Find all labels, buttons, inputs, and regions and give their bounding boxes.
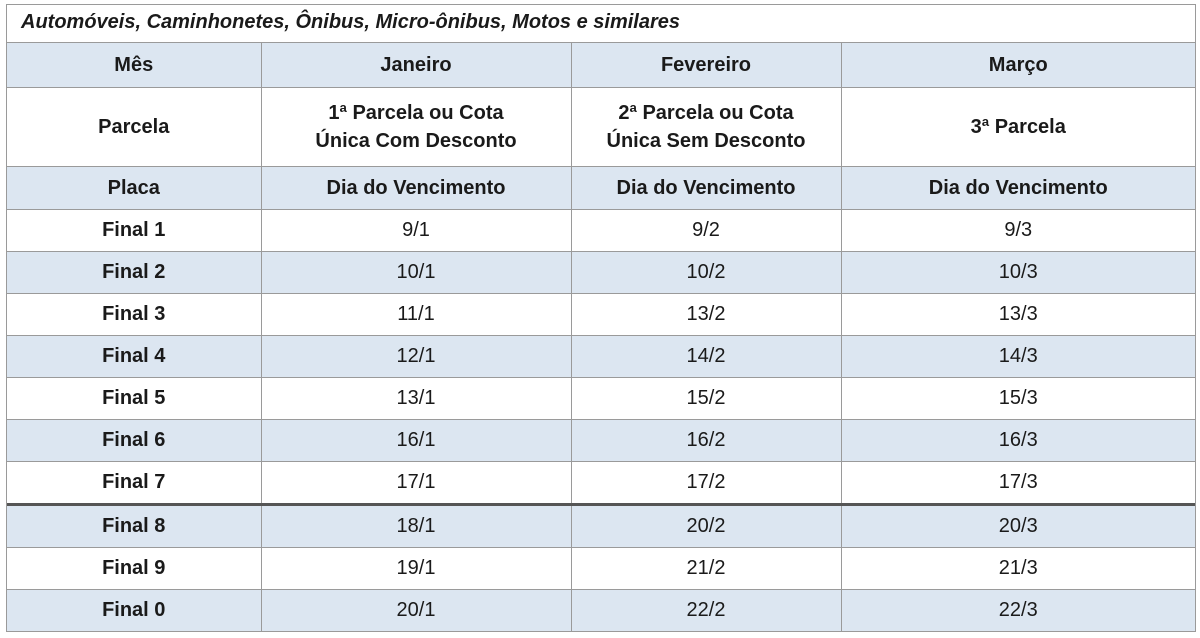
plate-final-cell: Final 8 — [7, 505, 261, 548]
due-date-mar-cell: 10/3 — [841, 252, 1195, 294]
due-date-jan-cell: 9/1 — [261, 210, 571, 252]
due-date-fev-cell: 14/2 — [571, 336, 841, 378]
due-date-jan-cell: 11/1 — [261, 294, 571, 336]
plate-final-cell: Final 4 — [7, 336, 261, 378]
table-row — [7, 252, 1195, 294]
header-parcela-3 — [841, 88, 1195, 167]
table-row — [7, 378, 1195, 420]
table-row — [7, 336, 1195, 378]
header-month-janeiro: Janeiro — [261, 43, 571, 88]
due-date-fev-cell: 16/2 — [571, 420, 841, 462]
header-row-placa — [7, 167, 1195, 210]
table-row — [7, 210, 1195, 252]
header-parcela-3-line-1: 3ª Parcela — [970, 116, 1066, 138]
table-title: Automóveis, Caminhonetes, Ônibus, Micro-ônibus, Motos e similares — [7, 5, 1195, 43]
due-date-fev-cell: 17/2 — [571, 462, 841, 505]
table-row — [7, 462, 1195, 505]
header-parcela-1-line-1: 1ª Parcela ou Cota — [328, 102, 504, 124]
due-date-jan-cell: 16/1 — [261, 420, 571, 462]
header-parcela-1-line-2: Única Com Desconto — [315, 130, 517, 152]
table-row — [7, 505, 1195, 548]
table-row — [7, 590, 1195, 632]
due-date-mar-cell: 14/3 — [841, 336, 1195, 378]
header-due-day-jan: Dia do Vencimento — [261, 167, 571, 210]
due-date-mar-cell: 9/3 — [841, 210, 1195, 252]
due-date-jan-cell: 20/1 — [261, 590, 571, 632]
due-date-jan-cell: 17/1 — [261, 462, 571, 505]
due-date-mar-cell: 16/3 — [841, 420, 1195, 462]
due-date-table — [7, 43, 1195, 631]
due-date-mar-cell: 13/3 — [841, 294, 1195, 336]
due-date-fev-cell: 13/2 — [571, 294, 841, 336]
due-date-mar-cell: 22/3 — [841, 590, 1195, 632]
plate-final-cell: Final 3 — [7, 294, 261, 336]
header-row-parcela — [7, 88, 1195, 167]
header-parcela-2 — [571, 88, 841, 167]
header-parcela-2-line-1: 2ª Parcela ou Cota — [618, 102, 794, 124]
header-mes-label: Mês — [7, 43, 261, 88]
header-row-mes — [7, 43, 1195, 88]
due-date-fev-cell: 21/2 — [571, 548, 841, 590]
due-date-mar-cell: 21/3 — [841, 548, 1195, 590]
schedule-table-frame — [6, 4, 1196, 632]
table-row — [7, 294, 1195, 336]
plate-final-cell: Final 7 — [7, 462, 261, 505]
due-date-mar-cell: 20/3 — [841, 505, 1195, 548]
header-month-fevereiro: Fevereiro — [571, 43, 841, 88]
plate-final-cell: Final 2 — [7, 252, 261, 294]
table-row — [7, 420, 1195, 462]
plate-final-cell: Final 5 — [7, 378, 261, 420]
due-date-jan-cell: 12/1 — [261, 336, 571, 378]
header-parcela-2-line-2: Única Sem Desconto — [606, 130, 806, 152]
due-date-mar-cell: 17/3 — [841, 462, 1195, 505]
due-date-fev-cell: 9/2 — [571, 210, 841, 252]
header-parcela-label: Parcela — [7, 88, 261, 167]
due-date-jan-cell: 13/1 — [261, 378, 571, 420]
due-date-jan-cell: 19/1 — [261, 548, 571, 590]
due-date-fev-cell: 22/2 — [571, 590, 841, 632]
plate-final-cell: Final 0 — [7, 590, 261, 632]
due-date-jan-cell: 10/1 — [261, 252, 571, 294]
due-date-mar-cell: 15/3 — [841, 378, 1195, 420]
plate-final-cell: Final 6 — [7, 420, 261, 462]
header-due-day-fev: Dia do Vencimento — [571, 167, 841, 210]
due-date-fev-cell: 15/2 — [571, 378, 841, 420]
due-date-fev-cell: 20/2 — [571, 505, 841, 548]
plate-final-cell: Final 9 — [7, 548, 261, 590]
header-month-marco: Março — [841, 43, 1195, 88]
due-date-fev-cell: 10/2 — [571, 252, 841, 294]
plate-final-cell: Final 1 — [7, 210, 261, 252]
table-row — [7, 548, 1195, 590]
header-parcela-1 — [261, 88, 571, 167]
due-date-jan-cell: 18/1 — [261, 505, 571, 548]
header-due-day-mar: Dia do Vencimento — [841, 167, 1195, 210]
header-placa-label: Placa — [7, 167, 261, 210]
